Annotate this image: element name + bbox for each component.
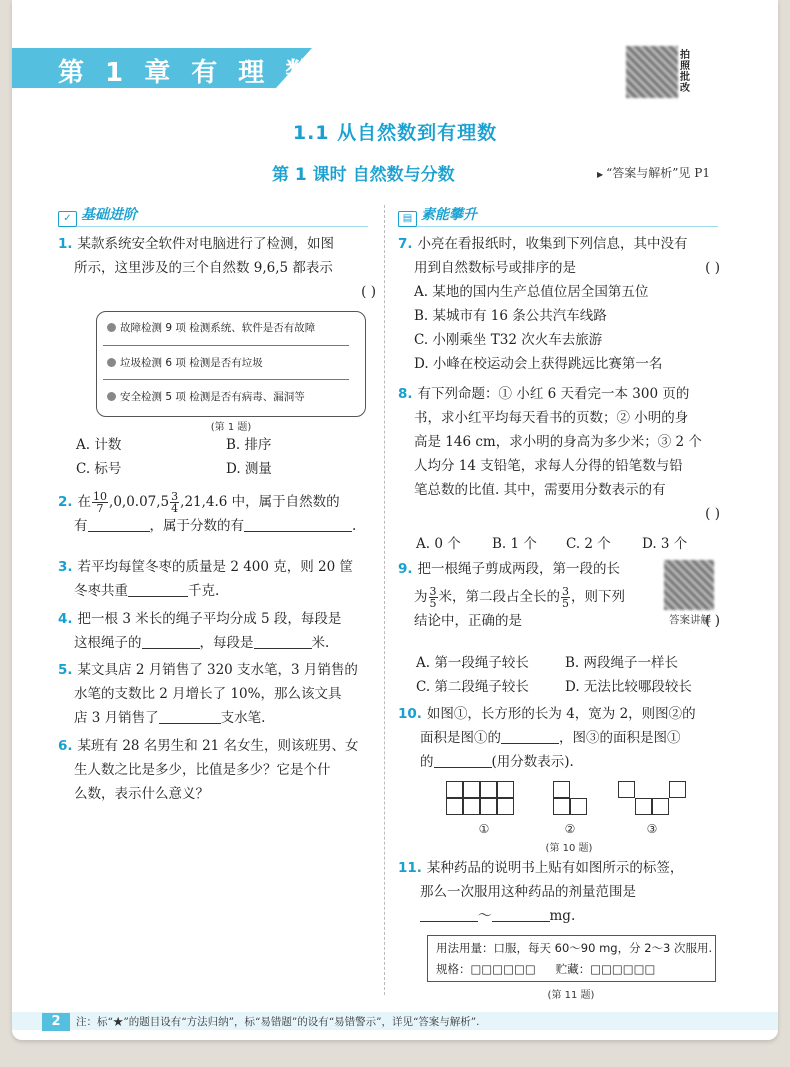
option[interactable]: B. 排序 (226, 437, 272, 453)
figure-label: ② (564, 822, 576, 836)
figure-3-shape (618, 781, 686, 815)
option[interactable]: C. 小刚乘坐 T32 次火车去旅游 (414, 332, 603, 348)
left-section-header: ✓ 基础进阶 (58, 204, 368, 227)
question-1-figure (96, 311, 366, 417)
option[interactable]: D. 小峰在校运动会上获得跳远比赛第一名 (414, 356, 663, 372)
option[interactable]: D. 测量 (226, 461, 272, 477)
question-7: 7. 小亮在看报纸时，收集到下列信息，其中没有 用到自然数标号或排序的是 ( ) A. 某地的国内生产总值位居全国第五位 B. 某城市有 16 条公共汽车线路 C. 小刚乘坐 T32 次火车去旅游 D. 小峰在校运动会上获得跳远比赛第一名 (398, 232, 720, 376)
qr-code-icon[interactable] (664, 560, 714, 610)
answer-blank[interactable] (88, 517, 150, 532)
figure-label: ① (478, 822, 490, 836)
fraction: $\frac{3}{5}$ (429, 585, 437, 610)
lesson-title: 第 1 课时 自然数与分数 (272, 165, 455, 185)
figure-caption: (第 1 题) (210, 422, 252, 433)
fraction: $\frac{3}{4}$ (171, 490, 179, 515)
option[interactable]: A. 0 个 (416, 536, 461, 552)
checklist-icon: ✓ (58, 211, 77, 227)
figure-2-shape (553, 781, 587, 815)
right-section-header: ▤ 素能攀升 (398, 204, 718, 227)
question-9: 9. 把一根绳子剪成两段，第一段的长 为 $\frac{3}{5}$ 米，第二段占全长的 $\frac{3}{5}$ ，则下列 结论中，正确的是 ( ) (398, 561, 720, 629)
answer-blank[interactable] (142, 634, 200, 649)
section-title: 1.1 从自然数到有理数 (292, 122, 498, 144)
figure-row: 垃圾检测 6 项 检测是否有垃圾 (107, 352, 263, 374)
option[interactable]: C. 2 个 (566, 536, 611, 552)
option[interactable]: B. 两段绳子一样长 (565, 655, 679, 671)
option[interactable]: B. 1 个 (492, 536, 537, 552)
question-6: 6. 某班有 28 名男生和 21 名女生，则该班男、女 生人数之比是多少，比值是多少？它是个什 么数，表示什么意义？ (58, 738, 359, 802)
figure-caption: (第 11 题) (547, 990, 595, 1001)
settings-icon (107, 358, 116, 367)
option[interactable]: A. 计数 (76, 437, 122, 453)
page-number: 2 (42, 1013, 70, 1031)
option[interactable]: D. 无法比较哪段较长 (565, 679, 692, 695)
settings-icon (107, 323, 116, 332)
option[interactable]: A. 某地的国内生产总值位居全国第五位 (414, 284, 649, 300)
figure-caption: (第 10 题) (545, 843, 593, 854)
book-icon: ▤ (398, 211, 417, 227)
answer-blank[interactable] (254, 634, 312, 649)
footer-note: 注：标“★”的题目设有“方法归纳”，标“易错题”的设有“易错警示”，详见“答案与解析”. (76, 1016, 480, 1028)
column-divider (384, 205, 385, 995)
answer-reference: ▶ “答案与解析”见 P1 (597, 164, 710, 181)
option[interactable]: B. 某城市有 16 条公共汽车线路 (414, 308, 607, 324)
question-2: 2. 在 $\frac{10}{7}$ ,0,0.07,5 $\frac{3}{4}$ ,21,4.6 中，属于自然数的 有 ，属于分数的有 . (58, 490, 357, 534)
qr-code-icon[interactable] (626, 46, 678, 98)
qr-label: 拍照批改 (680, 50, 690, 94)
option[interactable]: C. 标号 (76, 461, 122, 477)
figure-row: 故障检测 9 项 检测系统、软件是否有故障 (107, 317, 315, 339)
fraction: $\frac{3}{5}$ (562, 585, 569, 610)
answer-blank[interactable] (159, 709, 221, 724)
figure-1-rectangle (446, 781, 514, 815)
answer-blank[interactable] (501, 729, 559, 744)
fraction: $\frac{10}{7}$ (93, 490, 108, 515)
answer-blank[interactable] (128, 582, 188, 597)
chapter-title: 第 1 章 有 理 数 (58, 58, 318, 88)
option[interactable]: C. 第二段绳子较长 (416, 679, 529, 695)
question-10: 10. 如图①，长方形的长为 4，宽为 2，则图②的 面积是图①的 ，图③的面积是图① 的 (用分数表示). (398, 706, 696, 770)
question-4: 4. 把一根 3 米长的绳子平均分成 5 段，每段是 这根绳子的 ，每段是 米. (58, 611, 342, 651)
textbook-page (12, 0, 778, 1040)
question-8: 8. 有下列命题：① 小红 6 天看完一本 300 页的 书，求小红平均每天看书的页数；② 小明的身 高是 146 cm，求小明的身高为多少米；③ 2 个 人均分 14 支铅笔，求每人分得的铅笔数与铅 笔总数的比值. 其中，需要用分数表示的有 ( ) (398, 386, 720, 522)
answer-blank[interactable] (434, 753, 492, 768)
question-1: 1. 某款系统安全软件对电脑进行了检测，如图 所示，这里涉及的三个自然数 9,6,5 都表示 ( ) (58, 236, 376, 300)
option[interactable]: D. 3 个 (642, 536, 688, 552)
question-5: 5. 某文具店 2 月销售了 320 支水笔，3 月销售的 水笔的支数比 2 月增长了 10%，那么该文具 店 3 月销售了 支水笔. (58, 662, 358, 726)
answer-blank[interactable] (492, 907, 550, 922)
question-11: 11. 某种药品的说明书上贴有如图所示的标签， 那么一次服用这种药品的剂量范围是 ～ mg. (398, 860, 684, 924)
figure-row: 安全检测 5 项 检测是否有病毒、漏洞等 (107, 386, 305, 408)
answer-blank[interactable] (420, 907, 478, 922)
answer-blank[interactable] (244, 517, 352, 532)
figure-label: ③ (646, 822, 658, 836)
qr-label: 答案讲解 (669, 614, 711, 626)
settings-icon (107, 392, 116, 401)
medicine-label: 用法用量：口服，每天 60～90 mg，分 2～3 次服用. 规格：□□□□□□ 贮藏：□□□□□□ (427, 935, 716, 982)
question-3: 3. 若平均每筐冬枣的质量是 2 400 克，则 20 筐 冬枣共重 千克. (58, 559, 354, 599)
option[interactable]: A. 第一段绳子较长 (416, 655, 529, 671)
